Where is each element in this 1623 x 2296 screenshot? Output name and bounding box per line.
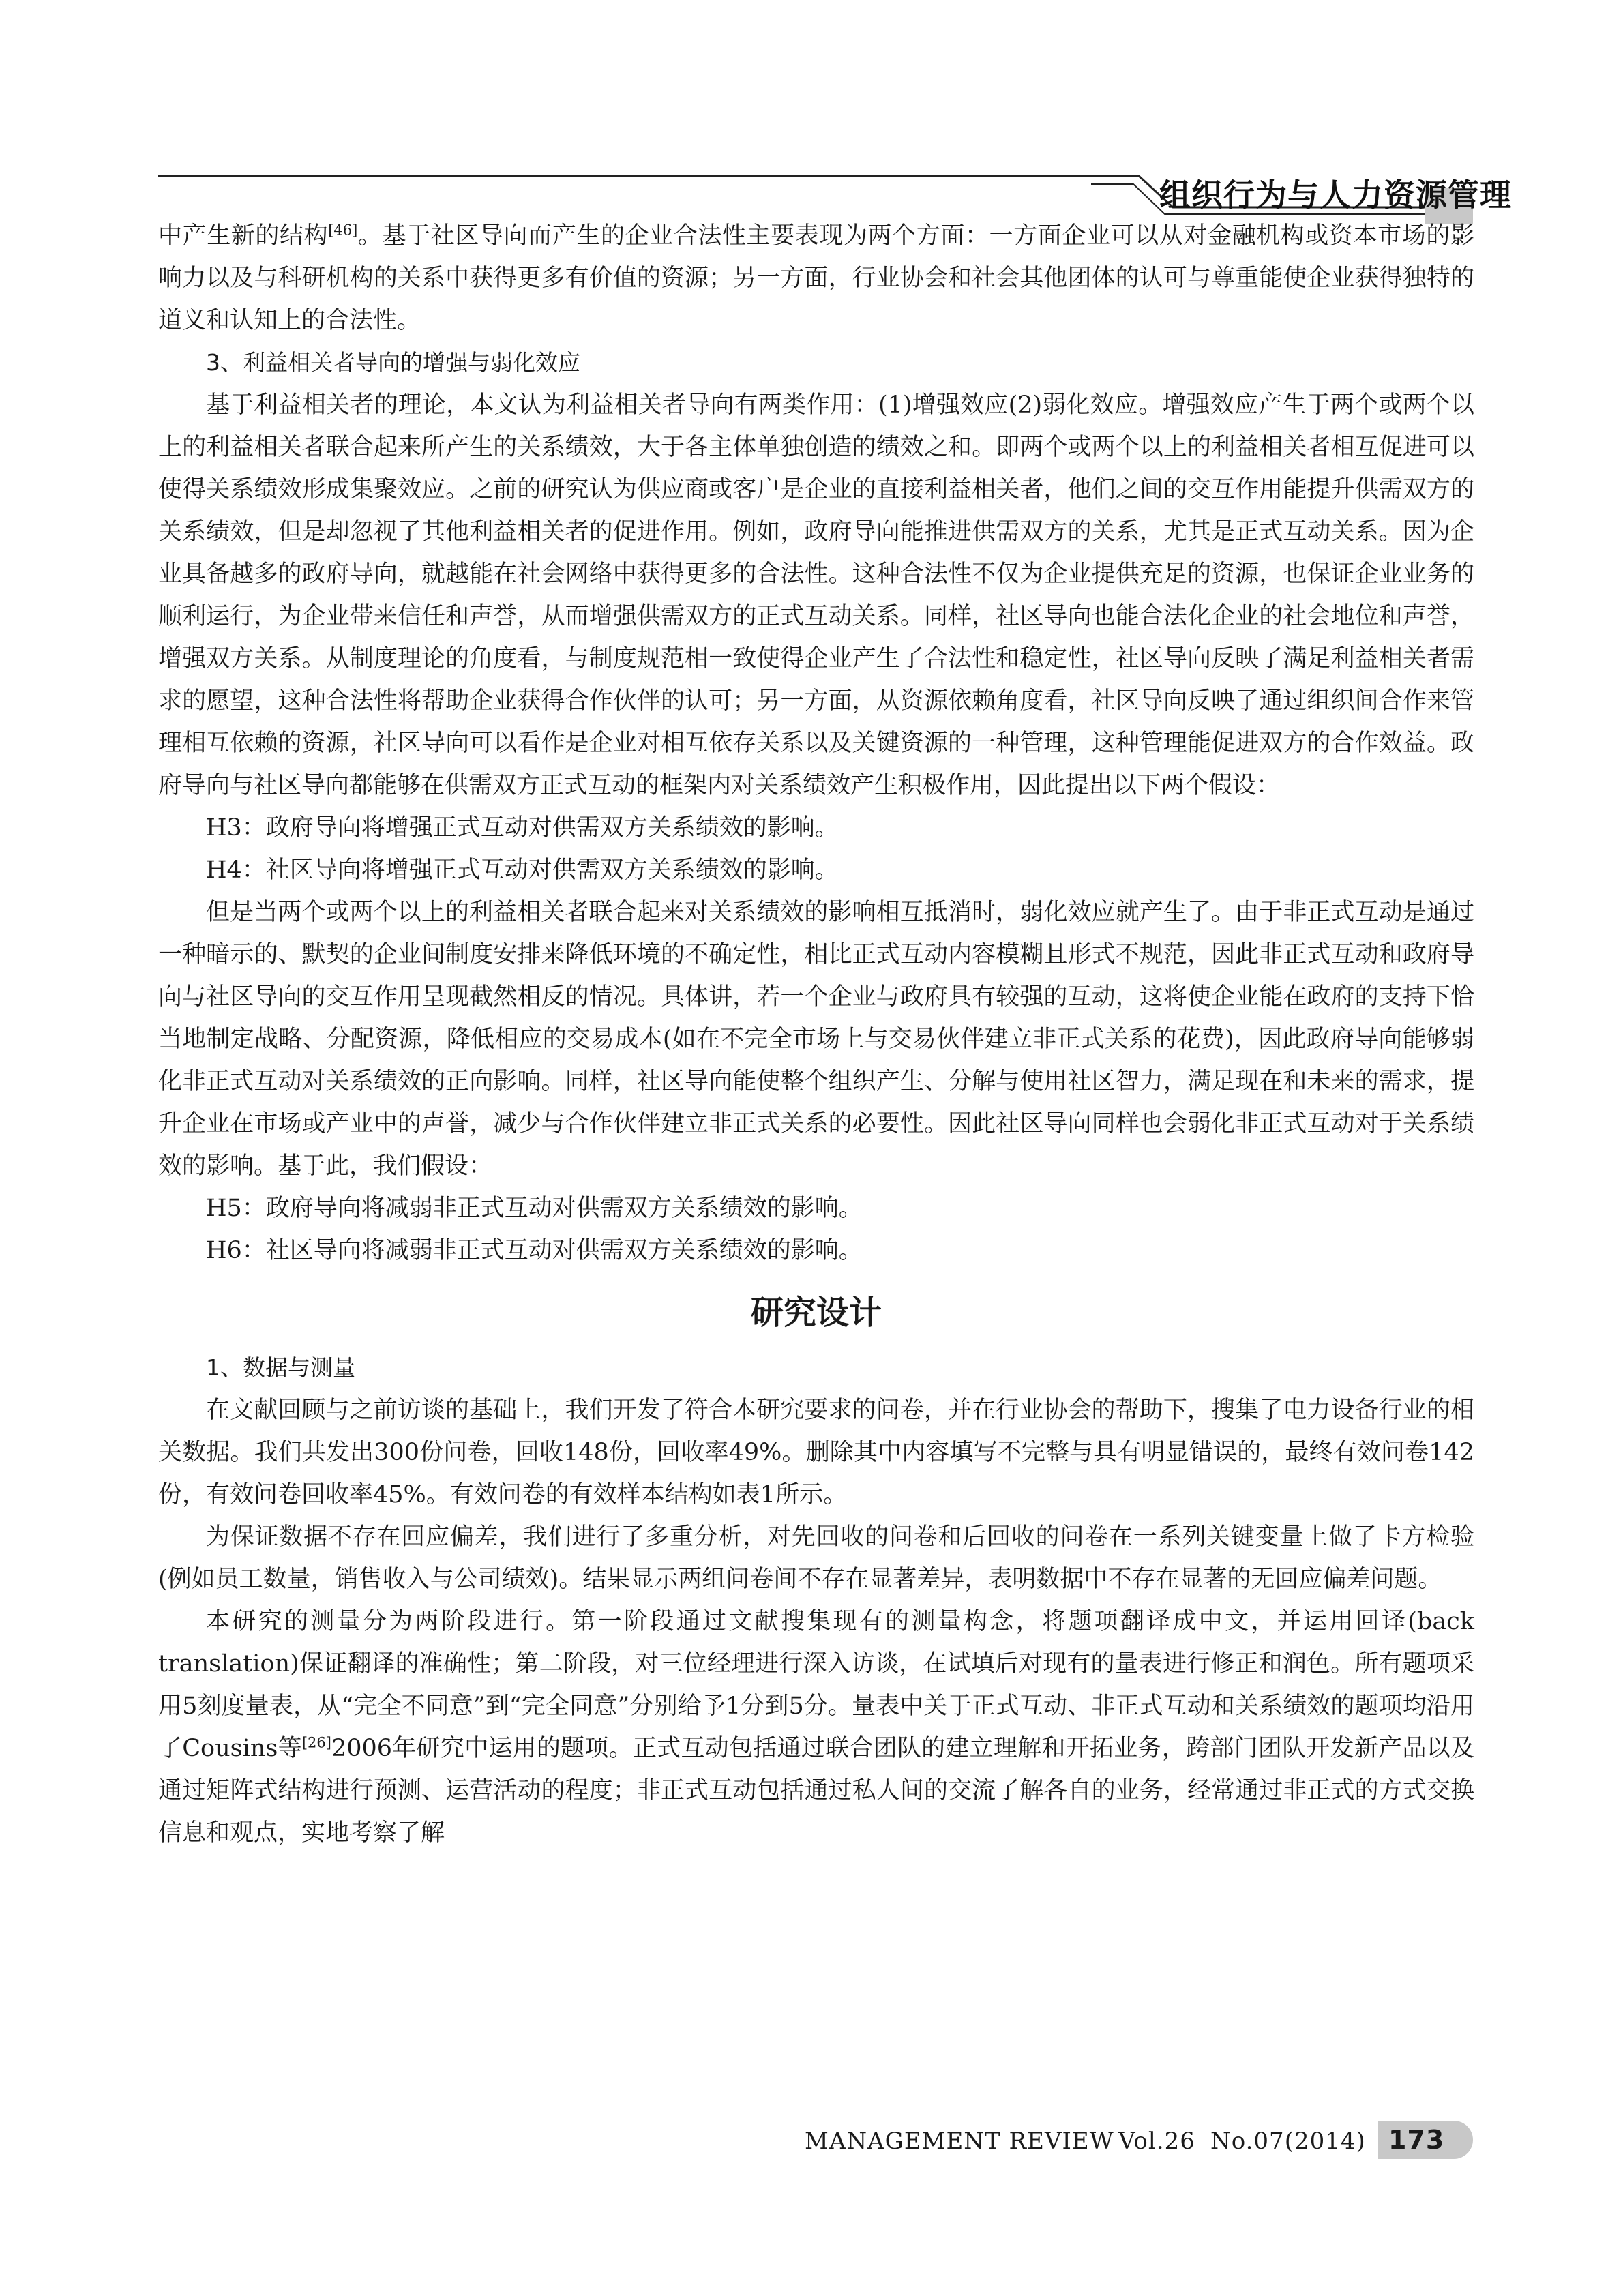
- paragraph-text: 2006年研究中运用的题项。正式互动包括通过联合团队的建立理解和开拓业务，跨部门团队开发新产品以及通过矩阵式结构进行预测、运营活动的程度；非正式互动包括通过私人间的交流了解各自的业务，经常通过非正式的方式交换信息和观点，实地考察了解: [158, 1735, 1474, 1847]
- citation-26: [26]: [301, 1734, 331, 1751]
- hypothesis-h6: H6：社区导向将减弱非正式互动对供需双方关系绩效的影响。: [206, 1237, 863, 1264]
- paragraph-text: 本研究的测量分为两阶段进行。第一阶段通过文献搜集现有的测量构念，将题项翻译成中文，并运用回译(back translation)保证翻译的准确性；第二阶段，对三位经理进行深入访谈，在试填后对现有的量表进行修正和润色。所有题项采用5刻度量表，从“完全不同意”到“完全同意”分别给予1分到5分。量表中关于正式互动、非正式互动和关系绩效的题项均沿用了Cousins等: [158, 1608, 1474, 1762]
- paragraph-5: 为保证数据不存在回应偏差，我们进行了多重分析，对先回收的问卷和后回收的问卷在一系列关键变量上做了卡方检验(例如员工数量，销售收入与公司绩效)。结果显示两组问卷间不存在显著差异，表明数据中不存在显著的无回应偏差问题。: [158, 1523, 1474, 1593]
- section-title: 组织行为与人力资源管理: [1159, 177, 1512, 213]
- paragraph-1: [158, 215, 1474, 342]
- hypothesis-h5: H5：政府导向将减弱非正式互动对供需双方关系绩效的影响。: [206, 1195, 863, 1222]
- citation-46: [46]: [328, 222, 358, 239]
- paragraph-6: [158, 1600, 1474, 1854]
- paragraph-text: 中产生新的结构: [158, 222, 329, 250]
- page-number: 173: [1378, 2121, 1473, 2159]
- hypothesis-h4: H4：社区导向将增强正式互动对供需双方关系绩效的影响。: [206, 856, 839, 884]
- paragraph-3: 但是当两个或两个以上的利益相关者联合起来对关系绩效的影响相互抵消时，弱化效应就产生了。由于非正式互动是通过一种暗示的、默契的企业间制度安排来降低环境的不确定性，相比正式互动内容模糊且形式不规范，因此非正式互动和政府导向与社区导向的交互作用呈现截然相反的情况。具体讲，若一个企业与政府具有较强的互动，这将使企业能在政府的支持下恰当地制定战略、分配资源，降低相应的交易成本(如在不完全市场上与交易伙伴建立非正式关系的花费)，因此政府导向能够弱化非正式互动对关系绩效的正向影响。同样，社区导向能使整个组织产生、分解与使用社区智力，满足现在和未来的需求，提升企业在市场或产业中的声誉，减少与合作伙伴建立非正式关系的必要性。因此社区导向同样也会弱化非正式互动对于关系绩效的影响。基于此，我们假设：: [158, 899, 1474, 1180]
- volume-number: Vol.26: [1118, 2128, 1195, 2155]
- article-body: [158, 215, 1474, 1854]
- hypothesis-h3: H3：政府导向将增强正式互动对供需双方关系绩效的影响。: [206, 814, 839, 841]
- paragraph-4: 在文献回顾与之前访谈的基础上，我们开发了符合本研究要求的问卷，并在行业协会的帮助下，搜集了电力设备行业的相关数据。我们共发出300份问卷，回收148份，回收率49%。删除其中内容填写不完整与具有明显错误的，最终有效问卷142份，有效问卷回收率45%。有效问卷的有效样本结构如表1所示。: [158, 1397, 1474, 1508]
- issue-number: No.07(2014): [1210, 2128, 1366, 2155]
- journal-name: MANAGEMENT REVIEW: [805, 2128, 1114, 2155]
- paragraph-text: 。基于社区导向而产生的企业合法性主要表现为两个方面：一方面企业可以从对金融机构或资本市场的影响力以及与科研机构的关系中获得更多有价值的资源；另一方面，行业协会和社会其他团体的认可与尊重能使企业获得独特的道义和认知上的合法性。: [158, 222, 1474, 334]
- page-footer: [805, 2121, 1473, 2162]
- header-rule: [158, 175, 1099, 177]
- subheading-1: 1、数据与测量: [206, 1354, 355, 1381]
- subheading-3: 3、利益相关者导向的增强与弱化效应: [206, 349, 580, 376]
- paragraph-2: 基于利益相关者的理论，本文认为利益相关者导向有两类作用：(1)增强效应(2)弱化效应。增强效应产生于两个或两个以上的利益相关者联合起来所产生的关系绩效，大于各主体单独创造的绩效之和。即两个或两个以上的利益相关者相互促进可以使得关系绩效形成集聚效应。之前的研究认为供应商或客户是企业的直接利益相关者，他们之间的交互作用能提升供需双方的关系绩效，但是却忽视了其他利益相关者的促进作用。例如，政府导向能推进供需双方的关系，尤其是正式互动关系。因为企业具备越多的政府导向，就越能在社会网络中获得更多的合法性。这种合法性不仅为企业提供充足的资源，也保证企业业务的顺利运行，为企业带来信任和声誉，从而增强供需双方的正式互动关系。同样，社区导向也能合法化企业的社会地位和声誉，增强双方关系。从制度理论的角度看，与制度规范相一致使得企业产生了合法性和稳定性，社区导向反映了满足利益相关者需求的愿望，这种合法性将帮助企业获得合作伙伴的认可；另一方面，从资源依赖角度看，社区导向反映了通过组织间合作来管理相互依赖的资源，社区导向可以看作是企业对相互依存关系以及关键资源的一种管理，这种管理能促进双方的合作效益。政府导向与社区导向都能够在供需双方正式互动的框架内对关系绩效产生积极作用，因此提出以下两个假设：: [158, 391, 1474, 799]
- section-heading: 研究设计: [750, 1294, 882, 1332]
